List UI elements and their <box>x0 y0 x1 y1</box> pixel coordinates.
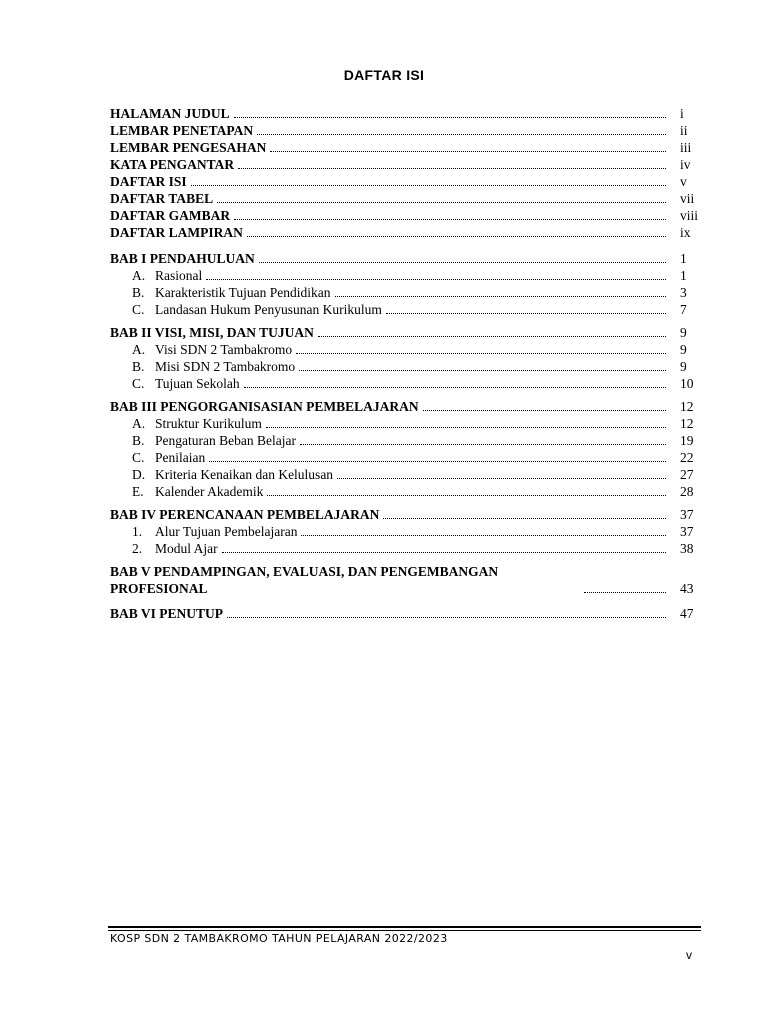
dot-leader <box>209 461 666 462</box>
toc-subitem-row <box>132 466 702 483</box>
toc-front-matter-row <box>110 190 702 207</box>
toc-subitem-row <box>132 301 702 318</box>
dot-leader <box>584 592 666 593</box>
dot-leader <box>217 202 666 203</box>
toc-entry-label: Modul Ajar <box>155 541 218 556</box>
toc-entry-label: Struktur Kurikulum <box>155 416 262 431</box>
toc-entry-label: DAFTAR LAMPIRAN <box>110 225 243 240</box>
toc-chapter-row <box>110 324 702 341</box>
toc-page-number: vii <box>680 191 695 206</box>
dot-leader <box>238 168 666 169</box>
dot-leader <box>318 336 666 337</box>
toc-subitem-row <box>132 432 702 449</box>
toc-page-number: 27 <box>680 467 694 482</box>
dot-leader <box>270 151 666 152</box>
toc-subitem-row <box>132 267 702 284</box>
toc-front-matter-row <box>110 105 702 122</box>
toc-item-marker: E. <box>132 484 144 499</box>
toc-page-number: 47 <box>680 606 694 621</box>
toc-entry-label: Karakteristik Tujuan Pendidikan <box>155 285 331 300</box>
dot-leader <box>227 617 666 618</box>
toc-page-number: 38 <box>680 541 694 556</box>
toc-item-marker: B. <box>132 285 145 300</box>
dot-leader <box>191 185 666 186</box>
toc-page-number: 1 <box>680 268 687 283</box>
toc-front-matter-row <box>110 173 702 190</box>
toc-subitem-row <box>132 415 702 432</box>
dot-leader <box>300 444 666 445</box>
toc-chapter-row <box>110 605 702 622</box>
toc-chapter-row <box>110 398 702 415</box>
dot-leader <box>206 279 666 280</box>
toc-entry-label: BAB III PENGORGANISASIAN PEMBELAJARAN <box>110 399 419 414</box>
dot-leader <box>266 427 666 428</box>
toc-front-matter-row <box>110 207 702 224</box>
dot-leader <box>383 518 666 519</box>
dot-leader <box>267 495 666 496</box>
toc-entry-label: BAB V PENDAMPINGAN, EVALUASI, DAN PENGEMBANGAN PROFESIONAL <box>110 564 499 596</box>
toc-page-number: i <box>680 106 684 121</box>
toc-subitem-row <box>132 523 702 540</box>
toc-entry-label: DAFTAR ISI <box>110 174 187 189</box>
toc-entry-label: Landasan Hukum Penyusunan Kurikulum <box>155 302 382 317</box>
toc-page-number: 37 <box>680 507 694 522</box>
toc-entry-label: LEMBAR PENGESAHAN <box>110 140 267 155</box>
toc-item-marker: A. <box>132 342 146 357</box>
toc-front-matter-row <box>110 224 702 241</box>
toc-entry-label: BAB VI PENUTUP <box>110 606 224 621</box>
toc-chapter-row <box>110 561 702 597</box>
dot-leader <box>247 236 666 237</box>
dot-leader <box>296 353 666 354</box>
toc-entry-label: Visi SDN 2 Tambakromo <box>155 342 293 357</box>
footer-text: KOSP SDN 2 TAMBAKROMO TAHUN PELAJARAN 2022/2023 <box>110 932 448 945</box>
toc-subitem-row <box>132 284 702 301</box>
dot-leader <box>337 478 666 479</box>
toc-entry-label: Kalender Akademik <box>155 484 264 499</box>
toc-page-number: 1 <box>680 251 687 266</box>
toc-entry-label: BAB IV PERENCANAAN PEMBELAJARAN <box>110 507 380 522</box>
toc-subitem-row <box>132 341 702 358</box>
toc-chapter-row <box>110 250 702 267</box>
toc-page-number: ii <box>680 123 688 138</box>
toc-entry-label: Pengaturan Beban Belajar <box>155 433 296 448</box>
toc-page-number: 19 <box>680 433 694 448</box>
page-number: v <box>686 948 692 962</box>
toc-page-number: 37 <box>680 524 694 539</box>
toc-page-number: iii <box>680 140 692 155</box>
toc-entry-label: LEMBAR PENETAPAN <box>110 123 254 138</box>
toc-page-number: 9 <box>680 342 687 357</box>
toc-entry-label: DAFTAR TABEL <box>110 191 214 206</box>
toc-subitem-row <box>132 358 702 375</box>
toc-entry-label: Rasional <box>155 268 203 283</box>
toc-item-marker: A. <box>132 268 146 283</box>
toc-item-marker: B. <box>132 359 145 374</box>
dot-leader <box>259 262 666 263</box>
toc-page-number: 22 <box>680 450 694 465</box>
toc-entry-label: DAFTAR GAMBAR <box>110 208 231 223</box>
dot-leader <box>234 117 666 118</box>
toc-item-marker: D. <box>132 467 146 482</box>
toc-item-marker: 2. <box>132 541 143 556</box>
toc-front-matter-row <box>110 122 702 139</box>
toc-page-number: iv <box>680 157 691 172</box>
toc-subitem-row <box>132 483 702 500</box>
toc-page-number: v <box>680 174 687 189</box>
toc-subitem-row <box>132 540 702 557</box>
footer-rule-thin <box>108 930 701 931</box>
toc-entry-label: Kriteria Kenaikan dan Kelulusan <box>155 467 334 482</box>
toc-page-number: viii <box>680 208 699 223</box>
dot-leader <box>222 552 666 553</box>
toc-front-matter-row <box>110 156 702 173</box>
toc-entry-label: Penilaian <box>155 450 206 465</box>
dot-leader <box>299 370 666 371</box>
toc-page-number: 3 <box>680 285 687 300</box>
toc-entry-label: BAB I PENDAHULUAN <box>110 251 255 266</box>
toc-entry-label: Alur Tujuan Pembelajaran <box>155 524 298 539</box>
toc-page-number: 43 <box>680 581 694 596</box>
toc-page-number: 28 <box>680 484 694 499</box>
toc-entry-label: KATA PENGANTAR <box>110 157 235 172</box>
toc-item-marker: C. <box>132 302 145 317</box>
dot-leader <box>386 313 666 314</box>
dot-leader <box>234 219 666 220</box>
toc-item-marker: A. <box>132 416 146 431</box>
toc-front-matter-row <box>110 139 702 156</box>
toc-entry-label: BAB II VISI, MISI, DAN TUJUAN <box>110 325 314 340</box>
toc-page-number: 10 <box>680 376 694 391</box>
toc-item-marker: B. <box>132 433 145 448</box>
dot-leader <box>423 410 666 411</box>
dot-leader <box>301 535 666 536</box>
toc-entry-label: Tujuan Sekolah <box>155 376 240 391</box>
toc-subitem-row <box>132 375 702 392</box>
dot-leader <box>257 134 666 135</box>
dot-leader <box>335 296 667 297</box>
toc-page-number: 12 <box>680 416 694 431</box>
toc-entry-label: HALAMAN JUDUL <box>110 106 230 121</box>
page-title: DAFTAR ISI <box>343 67 425 83</box>
toc-entry-label: Misi SDN 2 Tambakromo <box>155 359 296 374</box>
toc-page-number: 9 <box>680 325 687 340</box>
toc-item-marker: 1. <box>132 524 143 539</box>
toc-page-number: 9 <box>680 359 687 374</box>
dot-leader <box>244 387 666 388</box>
toc-item-marker: C. <box>132 450 145 465</box>
toc-page-number: 7 <box>680 302 687 317</box>
toc-page-number: 12 <box>680 399 694 414</box>
toc-subitem-row <box>132 449 702 466</box>
toc-chapter-row <box>110 506 702 523</box>
toc-page-number: ix <box>680 225 691 240</box>
toc-item-marker: C. <box>132 376 145 391</box>
footer-rule-thick <box>108 926 701 928</box>
